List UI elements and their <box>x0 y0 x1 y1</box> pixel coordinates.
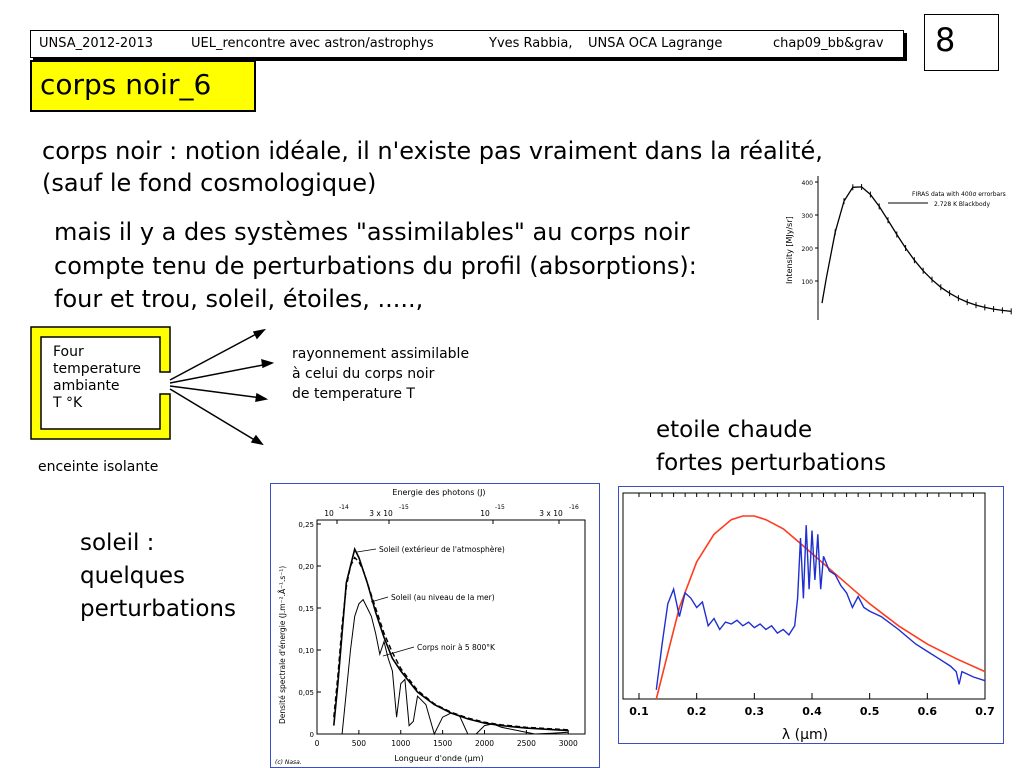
header-author: Yves Rabbia, <box>489 36 573 51</box>
intro-line-1: corps noir : notion idéale, il n'existe pas vraiment dans la réalité, <box>42 137 823 165</box>
solar-ytick-label: 0 <box>309 731 314 739</box>
star-xtick-label: 0.4 <box>802 705 822 718</box>
hot-star-spectrum-chart <box>618 486 1004 744</box>
page-number-box <box>924 14 999 71</box>
star-xtick-label: 0.1 <box>629 705 649 718</box>
oven-label-3: ambiante <box>53 378 120 394</box>
solar-ytick-label: 0,20 <box>298 563 314 571</box>
solar-xtick-label: 500 <box>351 739 367 748</box>
slide-title-box <box>30 60 256 112</box>
page-number: 8 <box>935 21 956 59</box>
systems-line-2: compte tenu de perturbations du profil (absorptions): <box>54 252 697 280</box>
solar-credit: (c) Nasa. <box>275 759 302 766</box>
solar-ytick-label: 0,25 <box>298 521 314 529</box>
solar-top-tick-exponent: -15 <box>399 504 409 511</box>
oven-label-1: Four <box>53 344 84 360</box>
solar-top-tick-exponent: -15 <box>495 504 505 511</box>
star-xlabel: λ (μm) <box>781 727 829 743</box>
solar-top-tick-exponent: -16 <box>569 504 579 511</box>
hot-star-line-1: etoile chaude <box>656 417 813 443</box>
star-blackbody-curve <box>656 516 985 699</box>
solar-xtick-label: 3000 <box>558 739 578 748</box>
star-xtick-label: 0.2 <box>686 705 707 718</box>
solar-ytick-label: 0,05 <box>298 689 314 697</box>
header-institution: UNSA OCA Lagrange <box>588 36 723 51</box>
oven-label-2: temperature <box>53 361 141 377</box>
solar-top-tick-label: 3 x 10 <box>539 509 563 518</box>
sun-line-3: perturbations <box>80 596 236 622</box>
solar-ytick-label: 0,15 <box>298 605 314 613</box>
solar-outside-atmosphere-curve <box>334 549 569 730</box>
solar-top-tick-exponent: -14 <box>339 504 349 511</box>
star-xtick-label: 0.3 <box>744 705 765 718</box>
header-bar <box>30 30 904 58</box>
solar-series-label: Corps noir à 5 800°K <box>417 643 495 652</box>
enclosure-label: enceinte isolante <box>38 459 159 475</box>
cmb-ytick-label: 100 <box>801 279 813 286</box>
solar-top-tick-label: 3 x 10 <box>369 509 393 518</box>
solar-xlabel: Longueur d'onde (μm) <box>394 754 484 763</box>
cmb-firas-chart <box>778 174 1020 322</box>
cmb-legend-1: FIRAS data with 400σ errorbars <box>912 191 1006 198</box>
solar-spectrum-chart <box>270 483 600 768</box>
solar-xtick-label: 2500 <box>516 739 536 748</box>
solar-callout-line <box>371 597 388 602</box>
solar-series-label: Soleil (au niveau de la mer) <box>391 593 495 602</box>
header-module: UEL_rencontre avec astron/astrophys <box>191 36 434 51</box>
star-xtick-label: 0.5 <box>859 705 880 718</box>
radiation-text-3: de temperature T <box>292 386 415 402</box>
cmb-ytick-label: 200 <box>801 246 813 253</box>
solar-top-axis-title: Energie des photons (J) <box>392 488 486 497</box>
radiation-text-2: à celui du corps noir <box>292 366 435 382</box>
solar-callout-line <box>357 549 376 552</box>
sun-line-2: quelques <box>80 563 186 589</box>
slide-title: corps noir_6 <box>40 68 212 101</box>
intro-line-2: (sauf le fond cosmologique) <box>42 169 377 197</box>
solar-xtick-label: 1000 <box>391 739 411 748</box>
solar-series-label: Soleil (extérieur de l'atmosphère) <box>379 545 505 554</box>
oven-label-4: T °K <box>53 395 83 411</box>
solar-xtick-label: 2000 <box>474 739 495 748</box>
radiation-arrows <box>170 330 272 444</box>
solar-top-tick-label: 10 <box>480 509 490 518</box>
cmb-ylabel: Intensity [MJy/sr] <box>785 216 794 284</box>
hot-star-line-2: fortes perturbations <box>656 450 887 476</box>
sun-line-1: soleil : <box>80 530 155 556</box>
solar-ylabel: Densité spectrale d'énergie (J.m⁻².Å⁻¹.s⁻¹) <box>278 565 287 724</box>
star-xtick-label: 0.6 <box>917 705 938 718</box>
systems-line-3: four et trou, soleil, étoiles, ....., <box>54 285 424 313</box>
systems-line-1: mais il y a des systèmes "assimilables" au corps noir <box>54 218 690 246</box>
radiation-text-1: rayonnement assimilable <box>292 346 470 362</box>
solar-ytick-label: 0,10 <box>298 647 314 655</box>
solar-xtick-label: 0 <box>314 739 320 748</box>
cmb-ytick-label: 300 <box>801 213 813 220</box>
star-xtick-label: 0.7 <box>975 705 995 718</box>
solar-xtick-label: 1500 <box>433 739 453 748</box>
solar-top-tick-label: 10 <box>324 509 334 518</box>
header-chapter: chap09_bb&grav <box>773 36 884 51</box>
cmb-legend-2: 2.728 K Blackbody <box>934 201 990 208</box>
header-course: UNSA_2012-2013 <box>39 36 153 51</box>
star-spectrum-curve <box>656 525 985 690</box>
cmb-ytick-label: 400 <box>801 180 813 187</box>
